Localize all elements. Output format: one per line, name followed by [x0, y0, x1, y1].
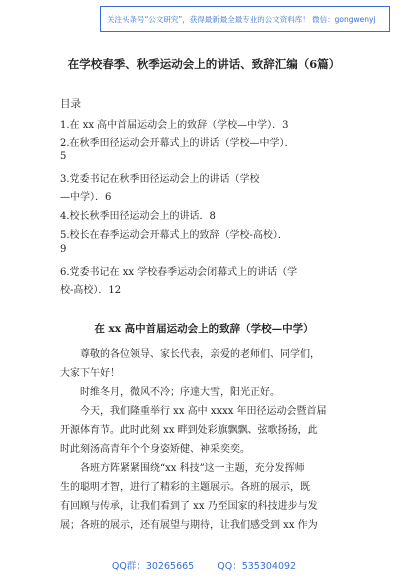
toc-line: —中学）．6	[60, 192, 112, 203]
paragraph-line: 生的聪明才智，进行了精彩的主题展示。各班的展示，既	[60, 482, 310, 493]
toc-line: 6.党委书记在 xx 学校春季运动会闭幕式上的讲话（学	[60, 267, 298, 278]
section-title: 在 xx 高中首届运动会上的致辞（学校—中学）	[94, 323, 314, 335]
paragraph-line: 时维冬月，微风不冷；序達大雪，阳光正好。	[80, 387, 280, 398]
toc-line: 2.在秋季田径运动会开幕式上的讲话（学校—中学）．	[60, 138, 295, 149]
footer-qq: QQ：535304092	[217, 561, 297, 572]
footer-qq-group: QQ群：30265665	[111, 561, 195, 572]
toc-line: 校-高校）．12	[60, 285, 122, 296]
document-title: 在学校春季、秋季运动会上的讲话、致辞汇编（6篇）	[67, 57, 341, 71]
toc-line: 1.在 xx 高中首届运动会上的致辞（学校—中学）．3	[60, 120, 289, 131]
paragraph-line: 今天，我们隆重举行 xx 高中 xxxx 年田径运动会暨首届	[80, 406, 327, 417]
header-banner: 关注头条号“公文研究”，获得最新最全最专业的公文资料库！ 微信：gongwenyj	[100, 6, 390, 32]
toc-line: 3.党委书记在秋季田径运动会上的讲话（学校	[60, 174, 260, 185]
paragraph-line: 尊敬的各位领导、家长代表，亲爱的老师们、同学们，	[80, 349, 320, 360]
paragraph-line: 开源体育节。此时此刻 xx 畔到处彩旗飘飘、弦歌扬扬，此	[60, 425, 318, 436]
paragraph-line: 展；各班的展示，还有展望与期待，让我们感受到 xx 作为	[60, 520, 318, 531]
toc-line: 5	[60, 151, 67, 162]
toc-line: 5.校长在春季运动会开幕式上的致辞（学校-高校）．	[60, 230, 288, 241]
footer-contact	[0, 558, 408, 572]
toc-heading: 目录	[60, 98, 81, 110]
toc-line: 4.校长秋季田径运动会上的讲话．8	[60, 211, 216, 222]
paragraph-line: 有回顾与传承，让我们看到了 xx 乃至国家的科技进步与发	[60, 501, 318, 512]
paragraph-line: 各班方阵紧紧围绕“xx 科技”这一主题，充分发挥师	[80, 463, 305, 474]
toc-line: 9	[60, 244, 67, 255]
paragraph-line: 大家下午好！	[60, 368, 120, 379]
paragraph-line: 时此刻汤高青年个个身姿矫健、神采奕奕。	[60, 444, 250, 455]
